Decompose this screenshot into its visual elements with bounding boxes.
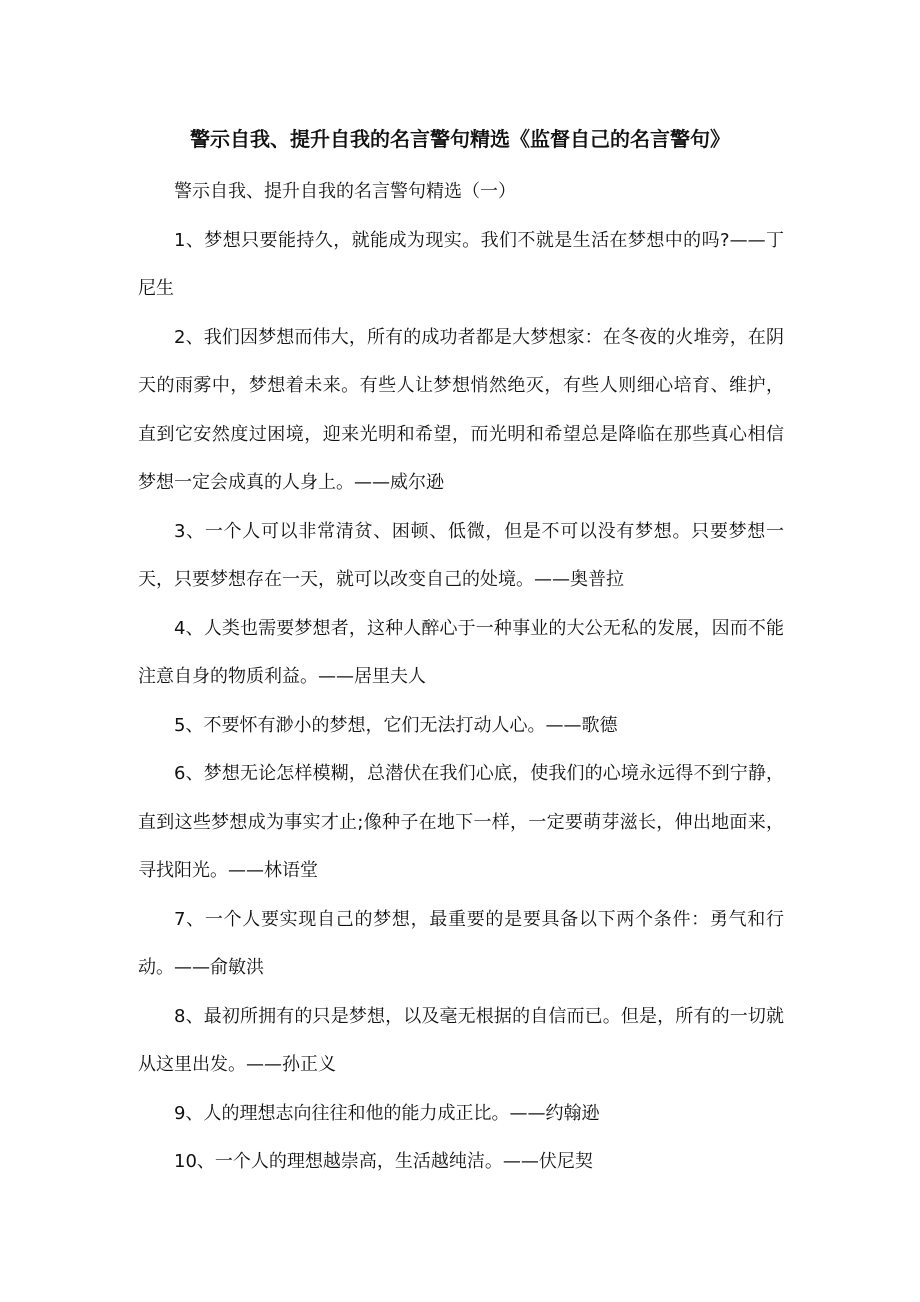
document-title: 警示自我、提升自我的名言警句精选《监督自己的名言警句》 — [190, 127, 730, 151]
quote-paragraph: 5、不要怀有渺小的梦想，它们无法打动人心。——歌德 — [174, 714, 618, 736]
quote-paragraph: 3、一个人可以非常清贫、困顿、低微，但是不可以没有梦想。只要梦想一天，只要梦想存在一天，就可以改变自己的处境。——奥普拉 — [138, 520, 784, 590]
quote-paragraph: 2、我们因梦想而伟大，所有的成功者都是大梦想家：在冬夜的火堆旁，在阴天的雨雾中，梦想着未来。有些人让梦想悄然绝灭，有些人则细心培育、维护，直到它安然度过困境，迎来光明和希望，而光明和希望总是降临在那些真心相信梦想一定会成真的人身上。——威尔逊 — [138, 326, 784, 493]
quote-paragraph: 7、一个人要实现自己的梦想，最重要的是要具备以下两个条件：勇气和行动。——俞敏洪 — [138, 908, 784, 978]
quote-paragraph: 4、人类也需要梦想者，这种人醉心于一种事业的大公无私的发展，因而不能注意自身的物质利益。——居里夫人 — [138, 617, 784, 687]
quote-paragraph: 8、最初所拥有的只是梦想，以及毫无根据的自信而已。但是，所有的一切就从这里出发。——孙正义 — [138, 1005, 784, 1075]
quote-paragraph: 10、一个人的理想越崇高，生活越纯洁。——伏尼契 — [174, 1151, 593, 1172]
section-subtitle: 警示自我、提升自我的名言警句精选（一） — [174, 181, 516, 202]
quote-paragraph: 6、梦想无论怎样模糊，总潜伏在我们心底，使我们的心境永远得不到宁静，直到这些梦想成为事实才止;像种子在地下一样，一定要萌芽滋长，伸出地面来，寻找阳光。——林语堂 — [138, 763, 784, 881]
quote-paragraph: 1、梦想只要能持久，就能成为现实。我们不就是生活在梦想中的吗?——丁尼生 — [138, 229, 784, 299]
quote-paragraph: 9、人的理想志向往往和他的能力成正比。——约翰逊 — [174, 1102, 600, 1124]
document-body — [138, 168, 784, 1187]
